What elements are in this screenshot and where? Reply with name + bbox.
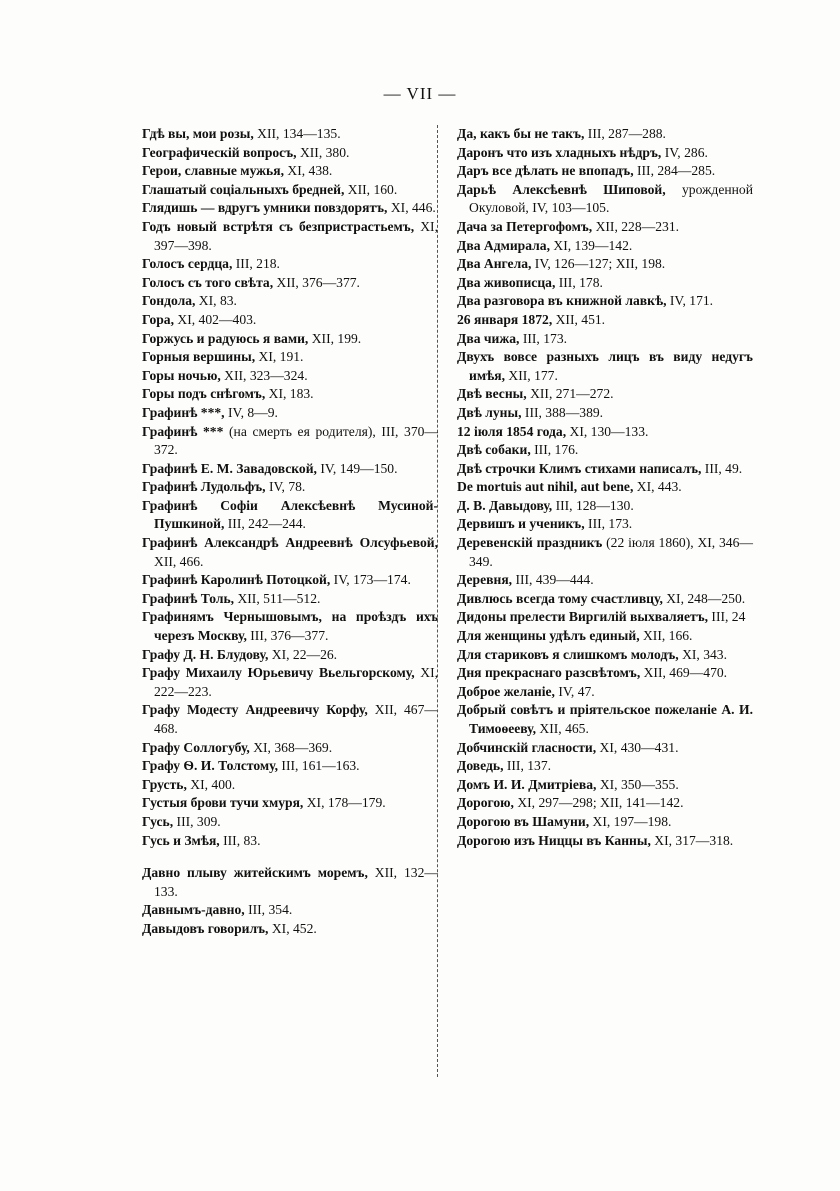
entry-title: Д. В. Давыдову, (457, 497, 553, 513)
entry-title: Гусь, (142, 813, 174, 829)
entry-reference: XII, 376—377. (273, 274, 360, 290)
index-entry (457, 794, 753, 813)
index-entry (142, 348, 438, 367)
index-entry (457, 162, 753, 181)
entry-title: Деревня, (457, 572, 513, 588)
entry-title: 26 января 1872, (457, 311, 553, 327)
index-column-left (142, 125, 438, 939)
index-entry (457, 534, 753, 571)
index-entry (457, 664, 753, 683)
entry-reference: XI, 350—355. (596, 776, 679, 792)
index-entry (457, 478, 753, 497)
index-entry (142, 404, 438, 423)
entry-reference: III, 388—389. (521, 404, 604, 420)
entry-reference: III, 309. (173, 813, 221, 829)
index-entry (457, 218, 753, 237)
entry-title: Деревенскій праздникъ (457, 535, 603, 551)
index-entry (142, 181, 438, 200)
index-entry (142, 199, 438, 218)
index-entry (457, 348, 753, 385)
entry-title: Два Адмирала, (457, 237, 550, 253)
index-entry (142, 311, 438, 330)
index-entry (457, 627, 753, 646)
entry-reference: XII, 160. (344, 181, 398, 197)
entry-title: Два живописца, (457, 274, 556, 290)
entry-title: De mortuis aut nihil, aut bene, (457, 479, 634, 495)
entry-reference: (на смерть ея родителя), III, 370—372. (154, 423, 439, 458)
entry-title: Годъ новый встрѣтя съ безпристрастьемъ, (142, 218, 415, 234)
index-entry (142, 739, 438, 758)
entry-reference: III, 284—285. (633, 163, 716, 179)
entry-reference: XI, 139—142. (549, 237, 633, 253)
entry-reference: III, 218. (232, 256, 280, 272)
entry-title: Гондола, (142, 293, 196, 309)
index-entry (142, 423, 438, 460)
index-entry (457, 776, 753, 795)
entry-title: Гора, (142, 311, 175, 327)
entry-title: Давыдовъ говорилъ, (142, 920, 269, 936)
entry-title: Географическій вопросъ, (142, 144, 297, 160)
index-entry (457, 125, 753, 144)
entry-reference: XI, 430—431. (596, 739, 679, 755)
index-entry (457, 460, 753, 479)
entry-title: Графинѣ Толь, (142, 590, 235, 606)
index-entry (142, 460, 438, 479)
entry-reference: XI, 248—250. (662, 590, 746, 606)
entry-title: Для женщины удѣлъ единый, (457, 628, 640, 644)
entry-reference: XI, 397—398. (154, 218, 438, 253)
index-entry (142, 646, 438, 665)
entry-reference: XI, 368—369. (249, 739, 333, 755)
index-entry (457, 423, 753, 442)
entry-title: Графинѣ Лудольфъ, (142, 479, 266, 495)
entry-title: Дорогою изъ Ниццы въ Канны, (457, 832, 651, 848)
entry-title: Дорогою въ Шамуни, (457, 813, 590, 829)
index-entry (142, 292, 438, 311)
index-entry (457, 274, 753, 293)
entry-reference: III, 439—444. (512, 572, 594, 588)
entry-title: Глашатый соціальныхъ бредней, (142, 181, 345, 197)
entry-reference: XI, 452. (268, 920, 317, 936)
index-entry (142, 367, 438, 386)
index-entry (457, 832, 753, 851)
entry-title: Графинѣ Александрѣ Андреевнѣ Олсуфьевой, (142, 535, 438, 551)
entry-title: Гусь и Змѣя, (142, 832, 220, 848)
entry-reference: XI, 22—26. (268, 646, 338, 662)
index-entry (142, 664, 438, 701)
entry-title: Графу Соллогубу, (142, 739, 250, 755)
entry-title: Голосъ съ того свѣта, (142, 274, 274, 290)
entry-title: Домъ И. И. Дмитріева, (457, 776, 597, 792)
index-entry (457, 757, 753, 776)
entry-reference: XI, 402—403. (174, 311, 257, 327)
entry-title: Дача за Петергофомъ, (457, 218, 593, 234)
entry-title: Графу Модесту Андреевичу Корфу, (142, 702, 368, 718)
entry-title: Дервишъ и ученикъ, (457, 516, 585, 532)
entry-title: Давно плыву житейскимъ моремъ, (142, 865, 368, 881)
index-entry (457, 515, 753, 534)
entry-title: Доведь, (457, 758, 504, 774)
index-entry (142, 162, 438, 181)
entry-title: Даръ все дѣлать не впопадъ, (457, 163, 634, 179)
entry-title: Два разговора въ книжной лавкѣ, (457, 293, 667, 309)
entry-title: Гдѣ вы, мои розы, (142, 126, 254, 141)
index-entry (457, 330, 753, 349)
entry-reference: XI, 130—133. (566, 423, 649, 439)
index-entry (142, 218, 438, 255)
entry-reference: XII, 134—135. (253, 126, 341, 141)
index-entry (457, 404, 753, 423)
entry-title: Два Ангела, (457, 256, 532, 272)
column-divider (437, 125, 438, 1077)
index-entry (457, 144, 753, 163)
index-entry (142, 590, 438, 609)
entry-title: Давнымъ-давно, (142, 902, 245, 918)
index-entry (142, 478, 438, 497)
index-entry (457, 441, 753, 460)
entry-title: Даронъ что изъ хладныхъ нѣдръ, (457, 144, 662, 160)
entry-reference: XI, 343. (678, 646, 728, 662)
index-entry (457, 497, 753, 516)
entry-reference: III, 287—288. (584, 126, 666, 141)
entry-reference: XI, 222—223. (154, 665, 438, 699)
entry-reference: III, 128—130. (552, 497, 634, 513)
entry-reference: III, 178. (555, 274, 603, 290)
index-entry (142, 534, 438, 571)
entry-reference: III, 242—244. (224, 516, 306, 532)
page-number: — VII — (383, 84, 457, 103)
entry-reference: XII, 467—468. (154, 702, 438, 736)
index-entry (142, 901, 438, 920)
entry-reference: XII, 380. (296, 144, 350, 160)
index-entry (142, 794, 438, 813)
index-entry (457, 739, 753, 758)
index-entry (142, 920, 438, 939)
index-entry (457, 385, 753, 404)
entry-title: Графинямъ Чернышовымъ, на проѣздъ ихъ черезъ Москву, (142, 609, 438, 644)
entry-reference: III, 83. (219, 832, 261, 848)
index-entry (142, 125, 438, 144)
entry-reference: XII, 469—470. (640, 665, 728, 681)
entry-reference: IV, 149—150. (316, 460, 398, 476)
entry-reference: III, 24 (708, 609, 746, 625)
entry-reference: XII, 166. (639, 628, 693, 644)
entry-reference: III, 173. (584, 516, 633, 532)
entry-reference: XI, 297—298; XII, 141—142. (513, 795, 684, 811)
entry-reference: XII, 465. (536, 721, 589, 736)
entry-title: Горжусь и радуюсь я вами, (142, 330, 309, 346)
index-entry (142, 330, 438, 349)
entry-title: Горныя вершины, (142, 349, 256, 365)
entry-title: Герои, славные мужья, (142, 163, 284, 179)
entry-title: Дня прекраснаго разсвѣтомъ, (457, 665, 641, 681)
index-entry (457, 646, 753, 665)
entry-title: Двѣ собаки, (457, 442, 531, 458)
entry-title: Двѣ весны, (457, 386, 527, 402)
entry-reference: XI, 400. (186, 776, 236, 792)
index-entry (142, 385, 438, 404)
index-entry (142, 255, 438, 274)
entry-reference: III, 173. (519, 330, 568, 346)
entry-reference: XII, 451. (552, 311, 606, 327)
entry-title: Графинѣ Е. М. Завадовской, (142, 460, 317, 476)
index-entry (142, 608, 438, 645)
entry-reference: XI, 191. (255, 349, 304, 365)
entry-title: Глядишь — вдругъ умники повздорятъ, (142, 200, 388, 216)
entry-reference: XI, 317—318. (650, 832, 734, 848)
index-entry (142, 701, 438, 738)
index-entry (457, 237, 753, 256)
index-entry (457, 571, 753, 590)
index-entry (457, 181, 753, 218)
entry-title: Дидоны прелести Виргилій выхваляетъ, (457, 609, 709, 625)
entry-reference: (22 іюля 1860), XI, 346—349. (469, 535, 753, 569)
entry-title: Грусть, (142, 776, 187, 792)
index-entry (457, 701, 753, 738)
entry-title: 12 іюля 1854 года, (457, 423, 567, 439)
entry-reference: III, 354. (244, 902, 293, 918)
entry-title: Двухъ вовсе разныхъ лицъ въ виду недугъ имѣя, (457, 349, 753, 383)
entry-reference: III, 176. (530, 442, 579, 458)
entry-reference: XII, 177. (505, 367, 558, 383)
entry-title: Густыя брови тучи хмуря, (142, 795, 304, 811)
entry-reference: III, 49. (701, 460, 743, 476)
entry-reference: XII, 466. (154, 553, 204, 569)
entry-title: Графу Ѳ. И. Толстому, (142, 758, 279, 774)
entry-title: Голосъ сердца, (142, 256, 233, 272)
entry-reference: III, 161—163. (278, 758, 360, 774)
entry-title: Двѣ строчки Климъ стихами написалъ, (457, 460, 702, 476)
entry-title: Горы ночью, (142, 367, 221, 383)
entry-title: Да, какъ бы не такъ, (457, 126, 585, 141)
entry-title: Графу Д. Н. Блудову, (142, 646, 269, 662)
index-entry (457, 292, 753, 311)
entry-title: Для стариковъ я слишкомъ молодъ, (457, 646, 679, 662)
entry-title: Добрый совѣтъ и пріятельское пожеланіе А. И. Тимоѳееву, (457, 702, 753, 736)
entry-reference: XI, 443. (633, 479, 682, 495)
entry-reference: XII, 511—512. (234, 590, 321, 606)
entry-reference: IV, 173—174. (330, 572, 411, 588)
index-entry (142, 497, 438, 534)
entry-reference: III, 137. (503, 758, 552, 774)
entry-reference: IV, 8—9. (224, 404, 278, 420)
index-entry (142, 571, 438, 590)
index-entry (142, 864, 438, 901)
entry-reference: XI, 83. (195, 293, 237, 309)
index-entry (457, 608, 753, 627)
index-entry (457, 813, 753, 832)
entry-title: Два чижа, (457, 330, 520, 346)
entry-title: Дарьѣ Алексѣевнѣ Шиповой, (457, 181, 666, 197)
entry-reference: IV, 47. (554, 683, 595, 699)
entry-reference: XI, 178—179. (303, 795, 386, 811)
entry-reference: IV, 78. (265, 479, 306, 495)
entry-reference: XI, 197—198. (589, 813, 672, 829)
index-entry (142, 832, 438, 851)
entry-title: Графинѣ ***, (142, 404, 225, 420)
entry-title: Горы подъ снѣгомъ, (142, 386, 266, 402)
entry-title: Дивлюсь всегда тому счастливцу, (457, 590, 663, 606)
entry-reference: XII, 199. (308, 330, 362, 346)
index-entry (457, 311, 753, 330)
index-entry (457, 683, 753, 702)
index-entry (457, 255, 753, 274)
entry-reference: XI, 446. (387, 200, 436, 216)
entry-title: Дорогою, (457, 795, 514, 811)
entry-reference: XII, 132—133. (154, 865, 438, 899)
entry-reference: урожденной Окуловой, IV, 103—105. (469, 181, 753, 216)
entry-reference: XI, 183. (265, 386, 314, 402)
entry-title: Доброе желаніе, (457, 683, 555, 699)
index-entry (457, 590, 753, 609)
index-entry (142, 757, 438, 776)
entry-reference: IV, 126—127; XII, 198. (531, 256, 666, 272)
entry-title: Добчинскій гласности, (457, 739, 597, 755)
entry-reference: XII, 271—272. (526, 386, 614, 402)
entry-reference: XI, 438. (283, 163, 333, 179)
entry-title: Графинѣ Каролинѣ Потоцкой, (142, 572, 331, 588)
entry-reference: IV, 171. (666, 293, 714, 309)
entry-title: Графинѣ *** (142, 423, 224, 439)
index-entry (142, 776, 438, 795)
index-column-right (457, 125, 753, 850)
index-entry (142, 274, 438, 293)
entry-title: Графинѣ Софіи Алексѣевнѣ Мусиной-Пушкиной, (142, 497, 438, 532)
entry-reference: XII, 323—324. (220, 367, 308, 383)
index-entry (142, 144, 438, 163)
entry-reference: XII, 228—231. (592, 218, 680, 234)
index-entry (142, 813, 438, 832)
entry-reference: III, 376—377. (246, 628, 329, 644)
entry-title: Графу Михаилу Юрьевичу Вьельгорскому, (142, 665, 415, 681)
entry-title: Двѣ луны, (457, 404, 522, 420)
entry-reference: IV, 286. (661, 144, 708, 160)
